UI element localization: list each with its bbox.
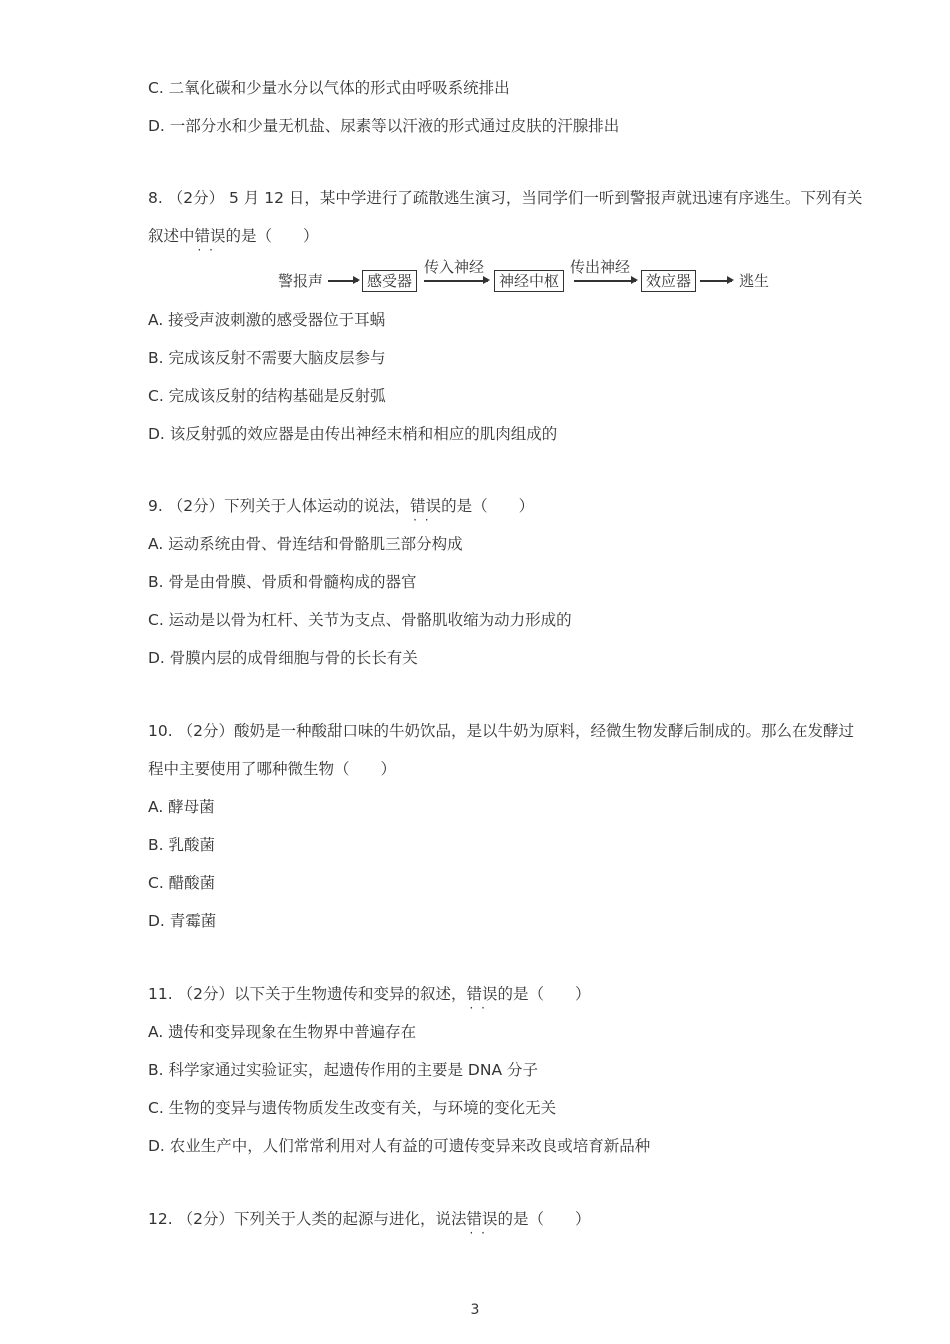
q11-stem-pre: 11. （2分）以下关于生物遗传和变异的叙述，: [148, 985, 467, 1003]
q8-stem-pre: 叙述中: [148, 227, 195, 245]
q11-option-d: D. 农业生产中，人们常常利用对人有益的可遗传变异来改良或培育新品种: [148, 1137, 651, 1155]
q10-option-d: D. 青霉菌: [148, 912, 217, 930]
q12-stem-pre: 12. （2分）下列关于人类的起源与进化，说法: [148, 1210, 467, 1228]
q10-stem-line1: 10. （2分）酸奶是一种酸甜口味的牛奶饮品，是以牛奶为原料，经微生物发酵后制成的。那么在发酵过: [148, 722, 854, 740]
arrow-4: [700, 280, 732, 282]
q12-emphasis: 错误 · ·: [466, 1209, 497, 1229]
q7-option-d: D. 一部分水和少量无机盐、尿素等以汗液的形式通过皮肤的汗腺排出: [148, 117, 620, 135]
q11-option-c: C. 生物的变异与遗传物质发生改变有关，与环境的变化无关: [148, 1099, 557, 1117]
afferent-nerve-label: 传入神经: [424, 258, 485, 276]
q9-option-c: C. 运动是以骨为杠杆、关节为支点、骨骼肌收缩为动力形成的: [148, 611, 572, 629]
q7-option-c: C. 二氧化碳和少量水分以气体的形式由呼吸系统排出: [148, 79, 510, 97]
effector-box: 效应器: [641, 270, 696, 292]
q8-option-b: B. 完成该反射不需要大脑皮层参与: [148, 349, 386, 367]
q9-stem-pre: 9. （2分）下列关于人体运动的说法，: [148, 497, 411, 515]
q10-option-a: A. 酵母菌: [148, 798, 215, 816]
q9-option-a: A. 运动系统由骨、骨连结和骨骼肌三部分构成: [148, 535, 463, 553]
q8-option-d: D. 该反射弧的效应器是由传出神经末梢和相应的肌肉组成的: [148, 425, 558, 443]
q12-stem-post: 的是（ ）: [497, 1210, 591, 1228]
q8-option-a: A. 接受声波刺激的感受器位于耳蜗: [148, 311, 386, 329]
q11-emphasis: 错误 · ·: [466, 984, 497, 1004]
q8-emphasis: 错误 · ·: [195, 226, 226, 246]
q11-option-b: B. 科学家通过实验证实，起遗传作用的主要是 DNA 分子: [148, 1061, 538, 1079]
diagram-end-label: 逃生: [739, 272, 770, 290]
arrow-1: [328, 280, 358, 282]
receptor-box: 感受器: [362, 270, 417, 292]
q8-option-c: C. 完成该反射的结构基础是反射弧: [148, 387, 386, 405]
q11-stem-post: 的是（ ）: [497, 985, 591, 1003]
q9-option-b: B. 骨是由骨膜、骨质和骨髓构成的器官: [148, 573, 417, 591]
q12-stem: [148, 1209, 590, 1229]
page-number: 3: [470, 1302, 480, 1318]
arrow-3: [574, 280, 636, 282]
q9-stem: [148, 496, 534, 516]
q10-stem-line2: 程中主要使用了哪种微生物（ ）: [148, 760, 397, 778]
q9-stem-post: 的是（ ）: [441, 497, 535, 515]
q10-option-b: B. 乳酸菌: [148, 836, 215, 854]
diagram-start-label: 警报声: [278, 272, 324, 290]
reflex-flow-diagram: [278, 258, 778, 306]
nerve-center-box: 神经中枢: [494, 270, 564, 292]
q8-stem-post: 的是（ ）: [225, 227, 319, 245]
q8-stem-line1: 8. （2分） 5 月 12 日，某中学进行了疏散逃生演习，当同学们一听到警报声就迅速有序逃生。下列有关: [148, 189, 863, 207]
q8-stem-line2: [148, 226, 319, 246]
arrow-2: [424, 280, 488, 282]
efferent-nerve-label: 传出神经: [570, 258, 631, 276]
q10-option-c: C. 醋酸菌: [148, 874, 216, 892]
q9-option-d: D. 骨膜内层的成骨细胞与骨的长长有关: [148, 649, 418, 667]
q11-stem: [148, 984, 590, 1004]
q11-option-a: A. 遗传和变异现象在生物界中普遍存在: [148, 1023, 417, 1041]
q9-emphasis: 错误 · ·: [410, 496, 441, 516]
